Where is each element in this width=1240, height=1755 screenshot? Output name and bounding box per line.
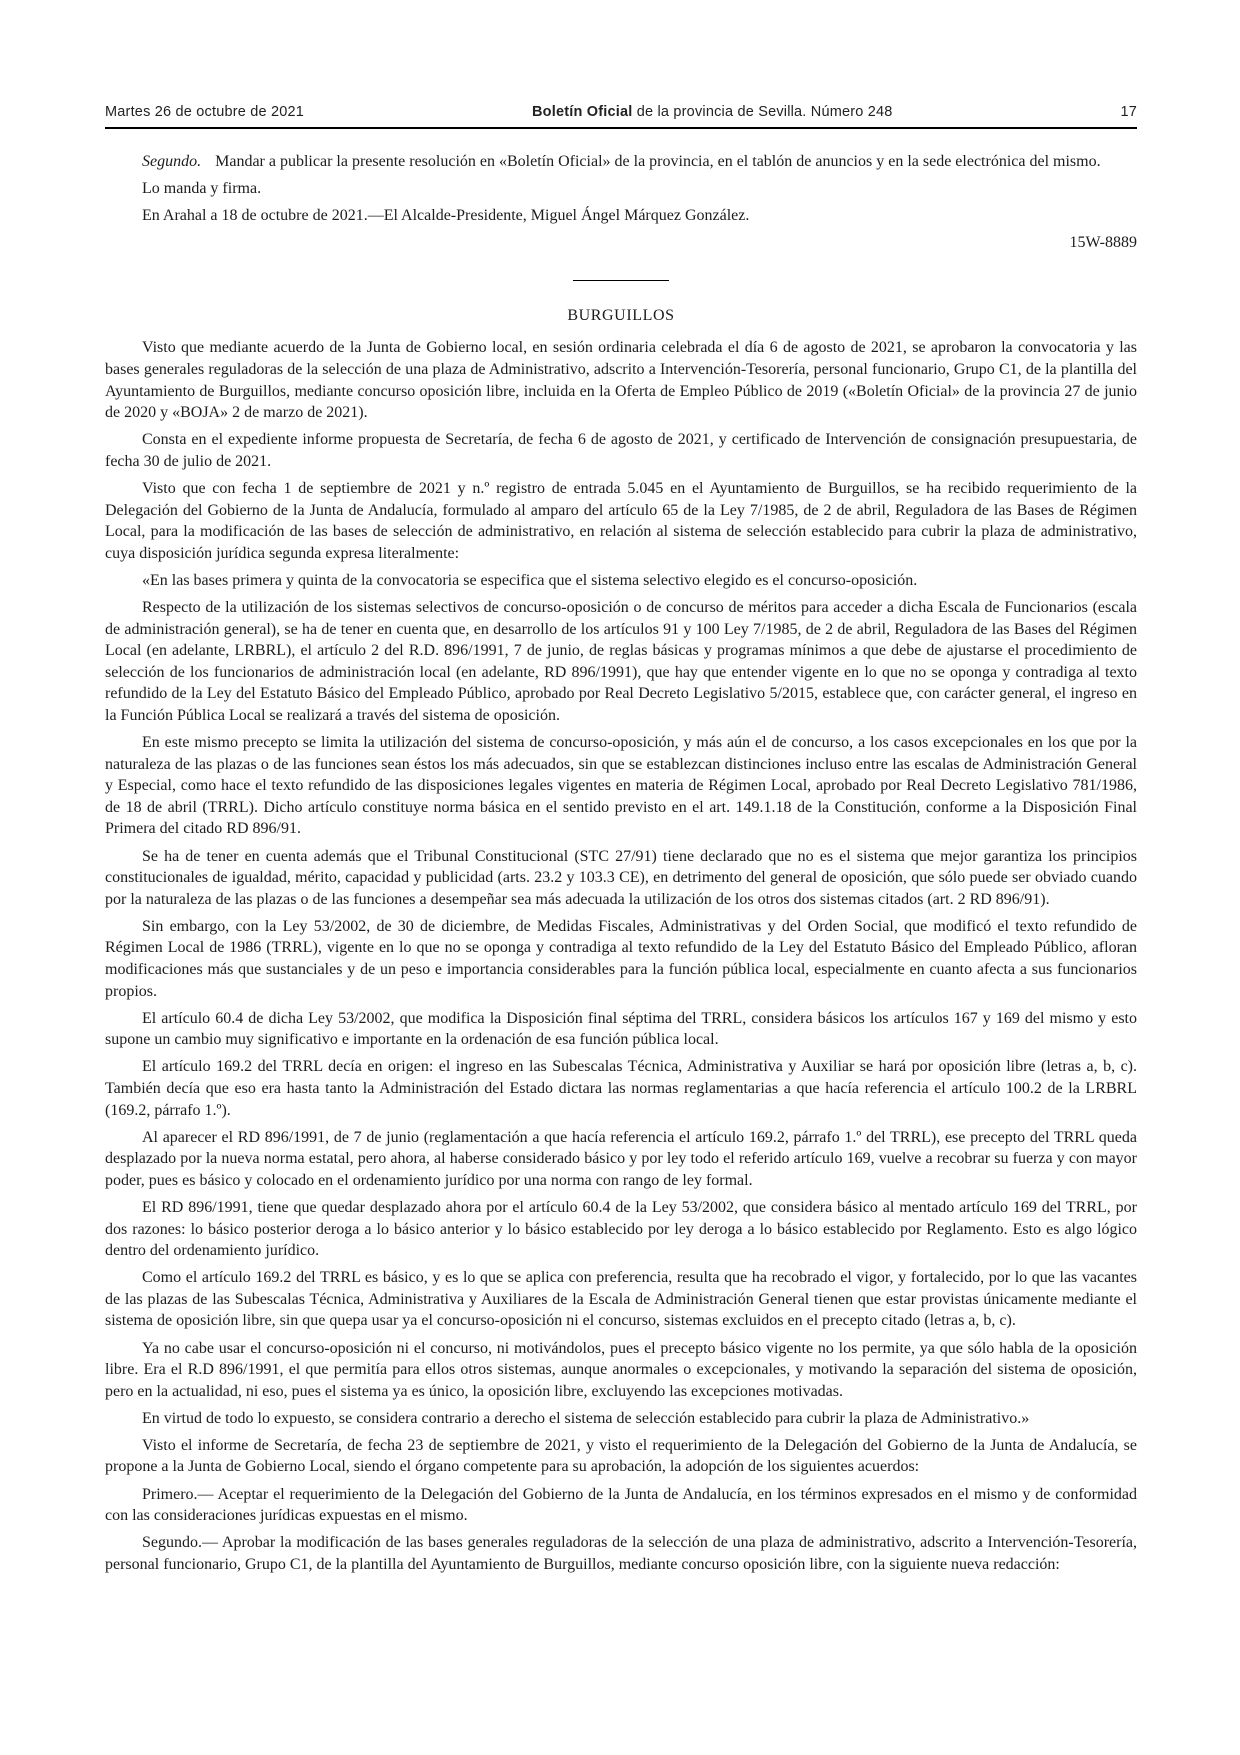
- paragraph: [105, 1408, 1137, 1430]
- document-body: [105, 129, 1137, 1575]
- paragraph-text: El RD 896/1991, tiene que quedar desplazado ahora por el artículo 60.4 de la Ley 53/2002, que considera básico al mentado artículo 169 del TRRL, por dos razones: lo básico posterior deroga a lo básico anterior y lo básico establecido por ley deroga a lo básico establecido por Reglamento. Esto es algo lógico dentro del ordenamiento jurídico.: [105, 1198, 1137, 1260]
- paragraph: [105, 205, 1137, 227]
- paragraph-text: En virtud de todo lo expuesto, se considera contrario a derecho el sistema de selección establecido para cubrir la plaza de Administrativo.»: [142, 1409, 1030, 1427]
- paragraph-text: Visto que con fecha 1 de septiembre de 2021 y n.º registro de entrada 5.045 en el Ayuntamiento de Burguillos, se ha recibido requerimiento de la Delegación del Gobierno de la Junta de Andalucía, formulado al amparo del artículo 65 de la Ley 7/1985, de 2 de abril, Reguladora de las Bases de Régimen Local, para la modificación de las bases de selección de administrativo, en relación al sistema de selección establecido para cubrir la plaza de administrativo, cuya disposición jurídica segunda expresa literalmente:: [105, 480, 1137, 562]
- paragraph-text: Sin embargo, con la Ley 53/2002, de 30 de diciembre, de Medidas Fiscales, Administrativas y del Orden Social, que modificó el texto refundido de Régimen Local de 1986 (TRRL), vigente en lo que no se oponga y contradiga al texto refundido de la Ley del Estatuto Básico del Empleado Público, afloran modificaciones más que sustanciales y de un peso e importancia considerables para la función pública local, especialmente en cuanto afecta a sus funcionarios propios.: [105, 917, 1137, 1000]
- paragraph: [105, 1338, 1137, 1403]
- header-page-number: 17: [1120, 104, 1137, 120]
- paragraph: [105, 429, 1137, 472]
- paragraph-text: Al aparecer el RD 896/1991, de 7 de junio (reglamentación a que hacía referencia el artículo 169.2, párrafo 1.º del TRRL), ese precepto del TRRL queda desplazado por la nueva norma estatal, pero ahora, al haberse considerado básico y por ley todo el referido artículo 169, vuelve a recobrar su fuerza y con mayor poder, pues es básico y colocado en el ordenamiento jurídico por una norma con rango de ley formal.: [105, 1128, 1137, 1189]
- paragraph: [105, 1532, 1137, 1575]
- paragraph-text: 15W-8889: [1069, 234, 1137, 252]
- paragraph: [105, 1127, 1137, 1192]
- paragraph: [105, 916, 1137, 1002]
- paragraph: [105, 732, 1137, 840]
- paragraph-text: «En las bases primera y quinta de la convocatoria se especifica que el sistema selectivo elegido es el concurso-oposición.: [142, 571, 918, 589]
- section-heading: [105, 305, 1137, 327]
- paragraph-text: Consta en el expediente informe propuesta de Secretaría, de fecha 6 de agosto de 2021, y certificado de Intervención de consignación presupuestaria, de fecha 30 de julio de 2021.: [105, 431, 1137, 470]
- paragraph-text: Se ha de tener en cuenta además que el Tribunal Constitucional (STC 27/91) tiene declarado que no es el sistema que mejor garantiza los principios constitucionales de igualdad, mérito, capacidad y publicidad (arts. 23.2 y 103.3 CE), en detrimento del general de oposición, que sólo puede ser obviado cuando por la naturaleza de las plazas o de las funciones a desempeñar sea más adecuada la utilización de los otros dos sistemas citados (art. 2 RD 896/91).: [105, 847, 1137, 908]
- paragraph-text: Visto que mediante acuerdo de la Junta de Gobierno local, en sesión ordinaria celebrada el día 6 de agosto de 2021, se aprobaron la convocatoria y las bases generales reguladoras de la selección de una plaza de Administrativo, adscrito a Intervención-Tesorería, personal funcionario, Grupo C1, de la plantilla del Ayuntamiento de Burguillos, mediante concurso oposición libre, incluida en la Oferta de Empleo Público de 2019 («Boletín Oficial» de la provincia 27 de junio de 2020 y «BOJA» 2 de marzo de 2021).: [105, 339, 1137, 422]
- paragraph-text: BURGUILLOS: [567, 306, 675, 324]
- reference-code: [105, 232, 1137, 254]
- paragraph-text: Visto el informe de Secretaría, de fecha 23 de septiembre de 2021, y visto el requerimiento de la Delegación del Gobierno de la Junta de Andalucía, se propone a la Junta de Gobierno Local, siendo el órgano competente para su aprobación, la adopción de los siguientes acuerdos:: [105, 1436, 1137, 1476]
- paragraph: [105, 178, 1137, 200]
- paragraph: [105, 337, 1137, 423]
- paragraph: [105, 1197, 1137, 1262]
- paragraph: [105, 1435, 1137, 1478]
- paragraph: [105, 1056, 1137, 1121]
- paragraph: [105, 597, 1137, 727]
- paragraph: [105, 1484, 1137, 1527]
- paragraph-text: Lo manda y firma.: [142, 180, 262, 198]
- header-date: Martes 26 de octubre de 2021: [105, 104, 305, 120]
- paragraph-text: Mandar a publicar la presente resolución en «Boletín Oficial» de la provincia, en el tablón de anuncios y en la sede electrónica del mismo.: [215, 153, 1101, 170]
- paragraph-text: Ya no cabe usar el concurso-oposición ni el concurso, ni motivándolos, pues el precepto básico vigente no los permite, ya que sólo habla de la oposición libre. Era el R.D 896/1991, el que permitía para ellos otros sistemas, aunque anormales o excepcionales, y motivando la separación del sistema de oposición, pero en la actualidad, ni eso, pues el sistema ya es único, la oposición libre, excluyendo las excepciones motivadas.: [105, 1339, 1137, 1400]
- paragraph-text: En este mismo precepto se limita la utilización del sistema de concurso-oposición, y más aún el de concurso, a los casos excepcionales en los que por la naturaleza de las plazas o de las funciones sean éstos los más adecuados, sin que se establezcan distinciones incluso entre las escalas de Administración General y Especial, como hace el texto refundido de las disposiciones legales vigentes en materia de Régimen Local, aprobado por Real Decreto Legislativo 781/1986, de 18 de abril (TRRL). Dicho artículo constituye norma básica en el sentido previsto en el art. 149.1.18 de la Constitución, conforme a la Disposición Final Primera del citado RD 896/91.: [105, 734, 1137, 838]
- paragraph-text: Como el artículo 169.2 del TRRL es básico, y es lo que se aplica con preferencia, resulta que ha recobrado el vigor, y fortalecido, por lo que las vacantes de las plazas de las Subescalas Técnica, Administrativa y Auxiliares de la Escala de Administración General tienen que estar provistas únicamente mediante el sistema de oposición libre, sin que quepa usar ya el concurso-oposición ni el concurso, sistemas excluidos en el precepto citado (letras a, b, c).: [105, 1269, 1137, 1330]
- header-bulletin-title: [304, 104, 1120, 120]
- paragraph-text: El artículo 60.4 de dicha Ley 53/2002, que modifica la Disposición final séptima del TRRL, considera básicos los artículos 167 y 169 del mismo y esto supone un cambio muy significativo e importante en la ordenación de esa función pública local.: [105, 1009, 1137, 1049]
- paragraph: [105, 846, 1137, 911]
- header-bulletin-subtitle: de la provincia de Sevilla. Número 248: [632, 104, 893, 120]
- header-bulletin-name: Boletín Oficial: [531, 104, 633, 120]
- paragraph-text: Respecto de la utilización de los sistemas selectivos de concurso-oposición o de concurso de méritos para acceder a dicha Escala de Funcionarios (escala de administración general), se ha de tener en cuenta que, en desarrollo de los artículos 91 y 100 Ley 7/1985, de 2 de abril, Reguladora de las Bases del Régimen Local (en adelante, LRBRL), el artículo 2 del R.D. 896/1991, 7 de junio, de reglas básicas y programas mínimos a que debe de ajustarse el procedimiento de selección de los funcionarios de administración local (en adelante, RD 896/1991), que hay que entender vigente en lo que no se oponga y contradiga al texto refundido de la Ley del Estatuto Básico del Empleado Público, aprobado por Real Decreto Legislativo 5/2015, establece que, con carácter general, el ingreso en la Función Pública Local se realizará a través del sistema de oposición.: [105, 599, 1137, 724]
- paragraph: [105, 1008, 1137, 1051]
- paragraph: [105, 151, 1137, 173]
- paragraph: [105, 570, 1137, 592]
- paragraph: [105, 478, 1137, 564]
- section-divider: [573, 280, 669, 281]
- paragraph: [105, 1267, 1137, 1332]
- paragraph-text: El artículo 169.2 del TRRL decía en origen: el ingreso en las Subescalas Técnica, Administrativa y Auxiliar se hará por oposición libre (letras a, b, c). También decía que eso era hasta tanto la Administración del Estado dictara las normas reglamentarias a que hacía referencia el artículo 100.2 de la LRBRL (169.2, párrafo 1.º).: [105, 1058, 1137, 1119]
- paragraph-text: En Arahal a 18 de octubre de 2021.—El Alcalde-Presidente, Miguel Ángel Márquez González.: [142, 207, 750, 225]
- paragraph-text: Primero.— Aceptar el requerimiento de la Delegación del Gobierno de la Junta de Andalucía, en los términos expresados en el mismo y de conformidad con las consideraciones jurídicas expuestas en el mismo.: [105, 1485, 1137, 1525]
- page-header: [105, 0, 1137, 120]
- paragraph-text: Segundo.— Aprobar la modificación de las bases generales reguladoras de la selección de una plaza de administrativo, adscrito a Intervención-Tesorería, personal funcionario, Grupo C1, de la plantilla del Ayuntamiento de Burguillos, mediante concurso oposición libre, con la siguiente nueva redacción:: [105, 1534, 1137, 1573]
- paragraph-lead: Segundo.: [142, 153, 202, 170]
